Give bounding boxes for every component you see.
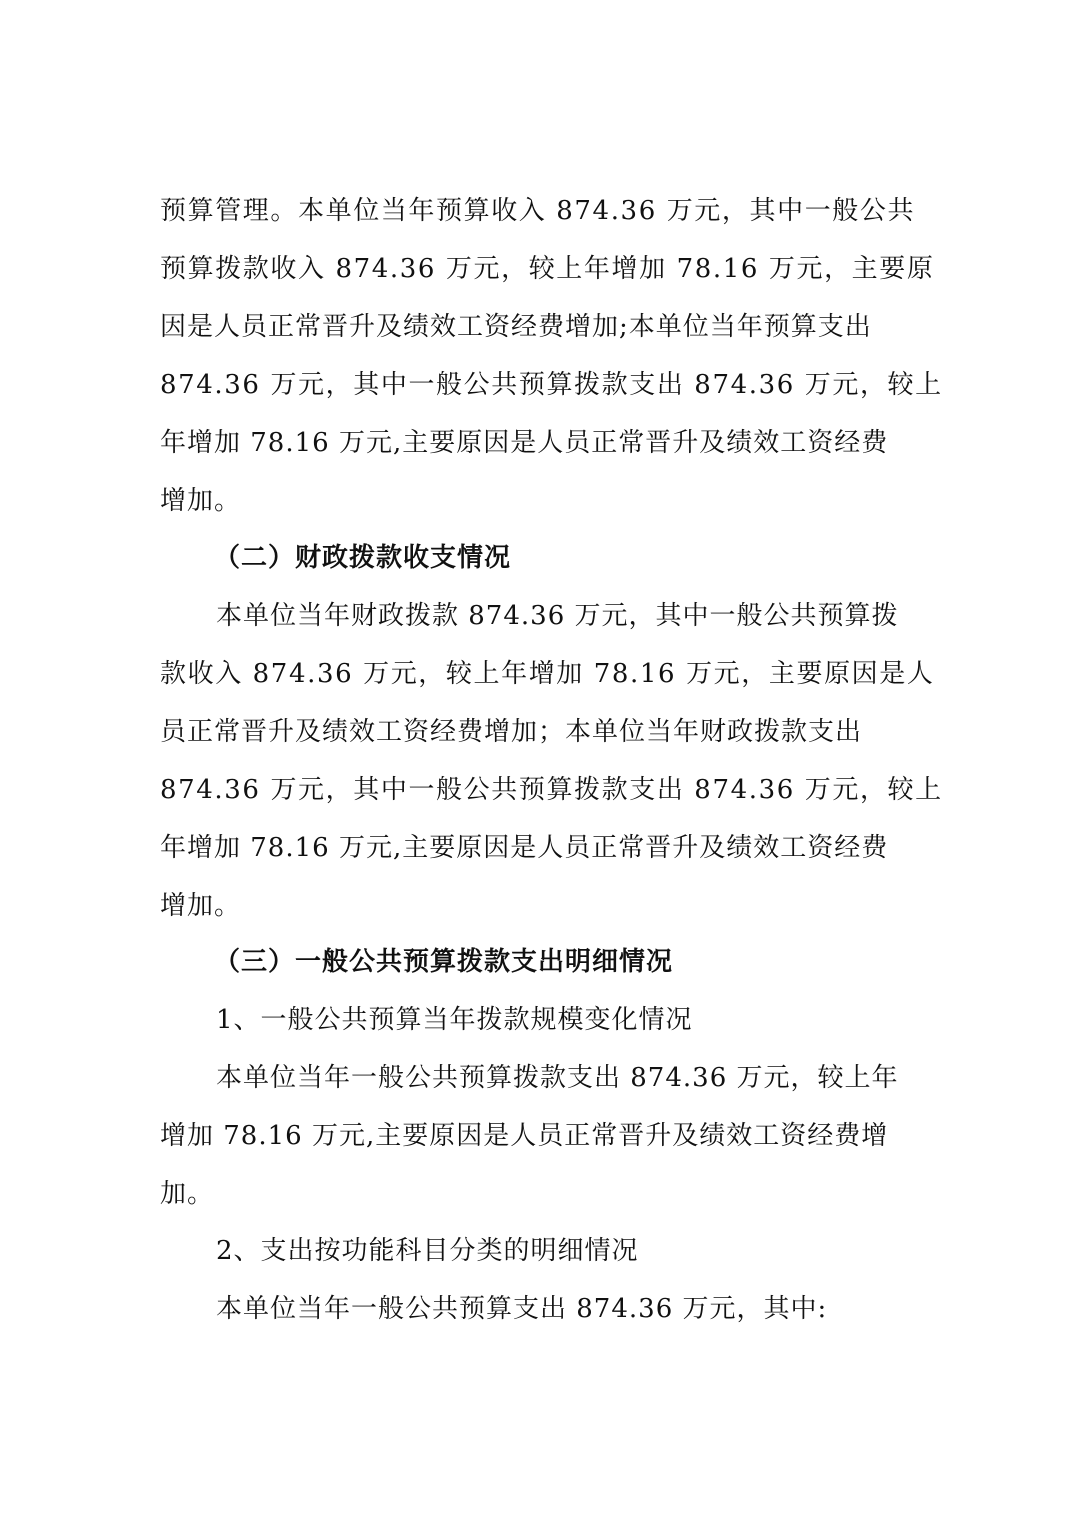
paragraph-line: 增加 78.16 万元,主要原因是人员正常晋升及绩效工资经费增 [160, 1121, 889, 1151]
paragraph-line: 本单位当年财政拨款 874.36 万元，其中一般公共预算拨 [216, 601, 899, 631]
paragraph-line: 874.36 万元，其中一般公共预算拨款支出 874.36 万元，较上 [160, 370, 943, 400]
paragraph-line: 本单位当年一般公共预算拨款支出 874.36 万元，较上年 [216, 1063, 899, 1093]
paragraph-line: 增加。 [160, 891, 242, 921]
paragraph-line: 预算管理。本单位当年预算收入 874.36 万元，其中一般公共 [160, 196, 916, 226]
list-item-1: 1、一般公共预算当年拨款规模变化情况 [216, 1005, 693, 1035]
paragraph-line: 874.36 万元，其中一般公共预算拨款支出 874.36 万元，较上 [160, 775, 943, 805]
section-heading-2: （二）财政拨款收支情况 [214, 543, 512, 573]
paragraph-line: 加。 [160, 1179, 215, 1209]
paragraph-line: 预算拨款收入 874.36 万元，较上年增加 78.16 万元，主要原 [160, 254, 935, 284]
paragraph-line: 增加。 [160, 486, 242, 516]
paragraph-line: 年增加 78.16 万元,主要原因是人员正常晋升及绩效工资经费 [160, 833, 889, 863]
list-item-2: 2、支出按功能科目分类的明细情况 [216, 1236, 639, 1266]
paragraph-line: 员正常晋升及绩效工资经费增加；本单位当年财政拨款支出 [160, 717, 863, 747]
paragraph-line: 年增加 78.16 万元,主要原因是人员正常晋升及绩效工资经费 [160, 428, 889, 458]
paragraph-line: 因是人员正常晋升及绩效工资经费增加;本单位当年预算支出 [160, 312, 872, 342]
section-heading-3: （三）一般公共预算拨款支出明细情况 [214, 947, 674, 977]
paragraph-line: 本单位当年一般公共预算支出 874.36 万元，其中: [216, 1294, 828, 1324]
paragraph-line: 款收入 874.36 万元，较上年增加 78.16 万元，主要原因是人 [160, 659, 935, 689]
